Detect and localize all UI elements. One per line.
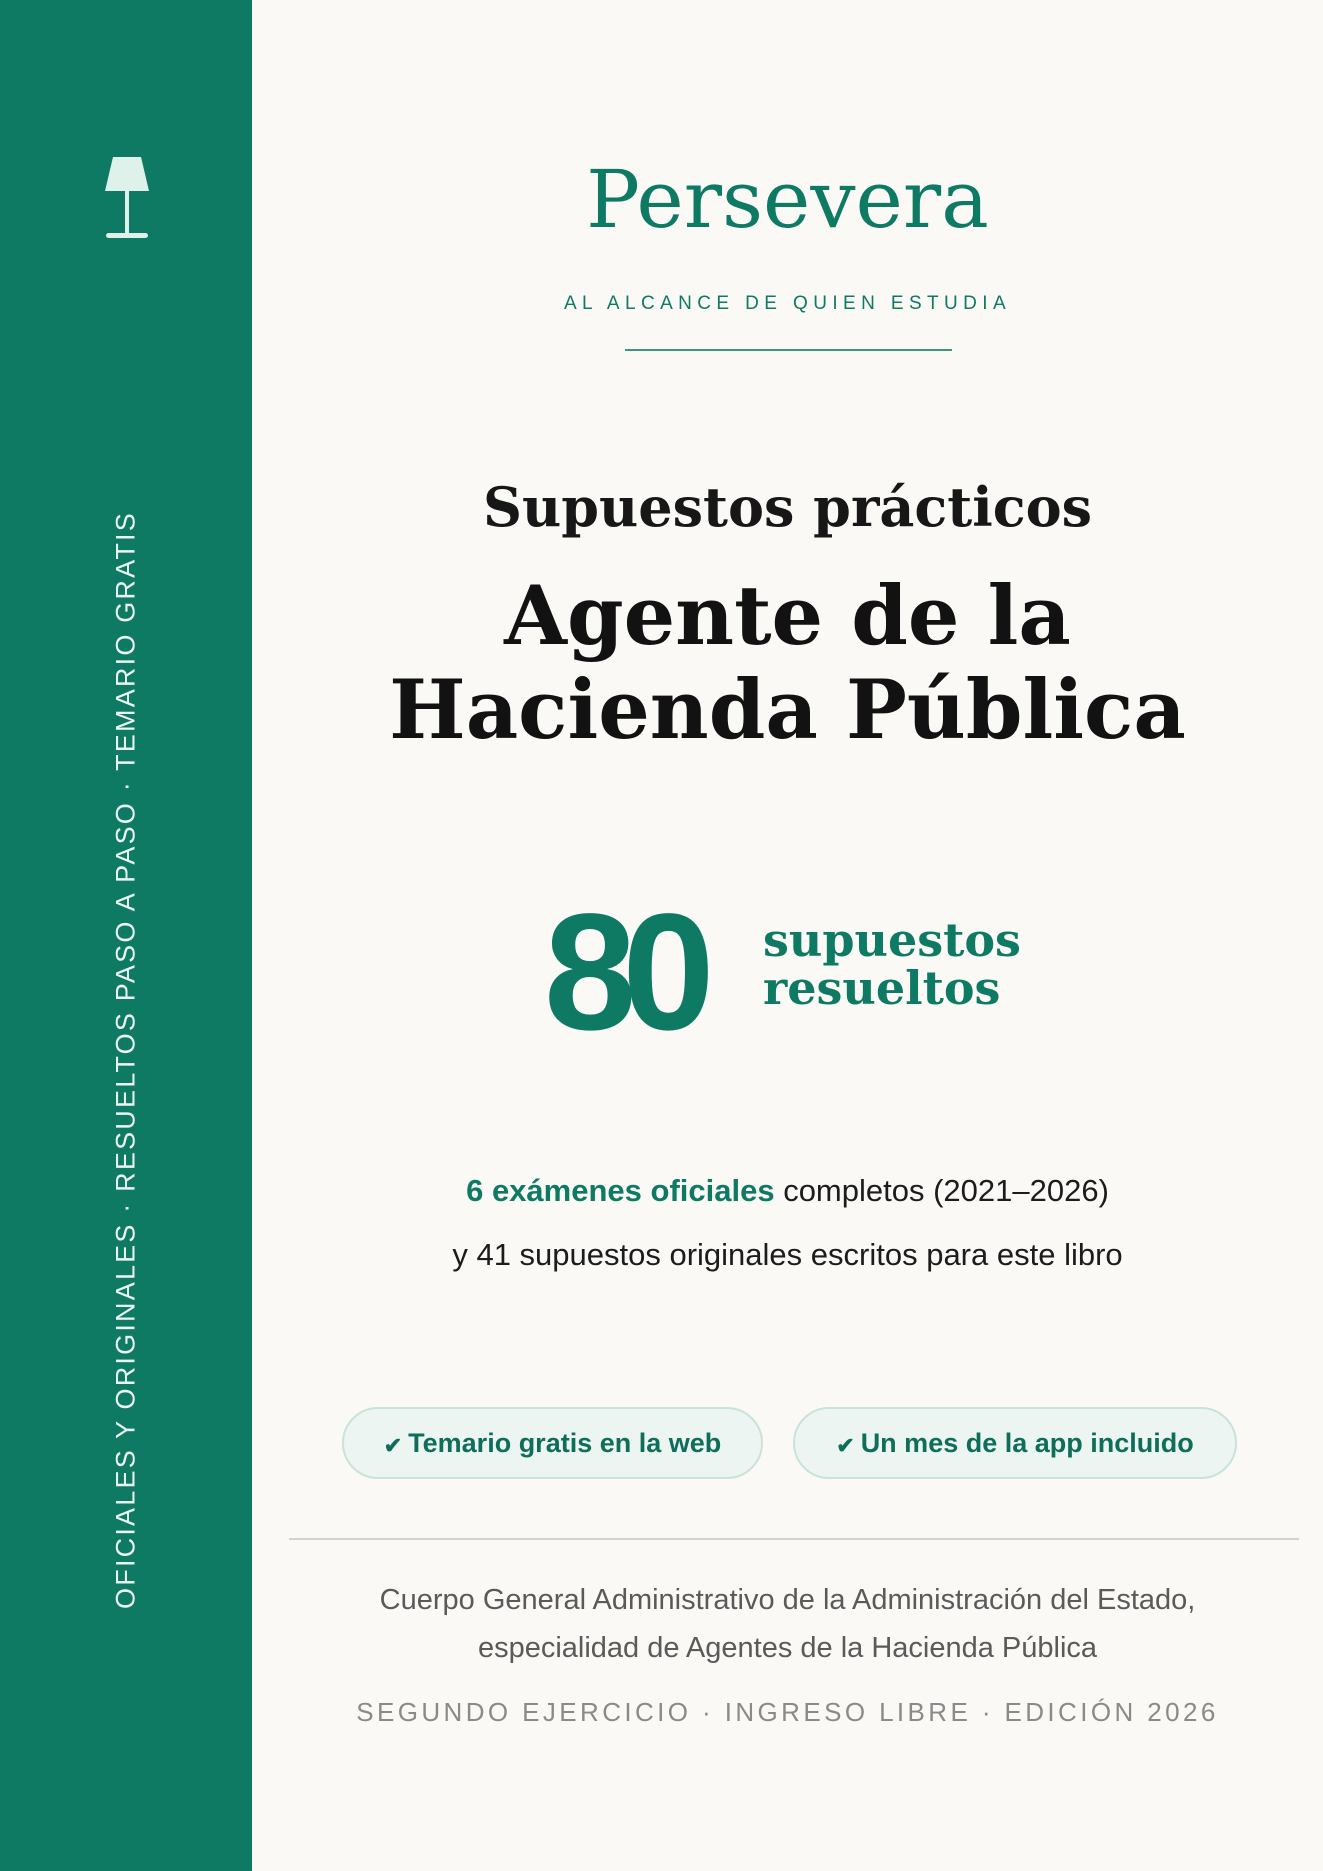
- brand-divider: [625, 349, 952, 351]
- description-line2: especialidad de Agentes de la Hacienda Pública: [477, 1632, 1098, 1664]
- check-icon: ✔: [836, 1432, 855, 1458]
- footer-divider: [289, 1538, 1299, 1540]
- brand-tagline: AL ALCANCE DE QUIEN ESTUDIA: [563, 293, 1012, 314]
- count-label: [763, 913, 1021, 1015]
- cover-main: [252, 0, 1323, 1871]
- feature-pill-label: Temario gratis en la web: [408, 1427, 722, 1458]
- count-label-line1: supuestos: [763, 913, 1021, 967]
- highlight-line-2: y 41 supuestos originales escritos para este libro: [452, 1237, 1123, 1272]
- feature-pill-label: Un mes de la app incluido: [860, 1427, 1194, 1458]
- feature-pill-app: [793, 1407, 1237, 1479]
- book-subtitle: Supuestos prácticos: [482, 475, 1093, 539]
- highlight-accent: 6 exámenes oficiales: [466, 1173, 775, 1208]
- book-title-line1: Agente de la: [504, 569, 1071, 664]
- feature-pill-temario: [342, 1407, 763, 1479]
- brand-logo: Persevera: [586, 153, 989, 246]
- sidebar-vertical-text: OFICIALES Y ORIGINALES · RESUELTOS PASO A PASO · TEMARIO GRATIS: [110, 511, 141, 1609]
- book-title-line2: Hacienda Pública: [389, 663, 1186, 758]
- book-title: [252, 570, 1323, 758]
- description-line1: Cuerpo General Administrativo de la Administración del Estado,: [379, 1584, 1196, 1616]
- sidebar-band: [0, 0, 252, 1871]
- body-description: [252, 1576, 1323, 1672]
- count-label-line2: resueltos: [763, 961, 1001, 1015]
- highlight-rest: completos (2021–2026): [774, 1173, 1109, 1208]
- lamp-icon: [103, 157, 151, 241]
- edition-footer: SEGUNDO EJERCICIO · INGRESO LIBRE · EDICIÓN 2026: [356, 1697, 1219, 1727]
- count-number: 80: [544, 880, 701, 1065]
- highlight-line-1: [252, 1173, 1323, 1209]
- check-icon: ✔: [383, 1432, 403, 1458]
